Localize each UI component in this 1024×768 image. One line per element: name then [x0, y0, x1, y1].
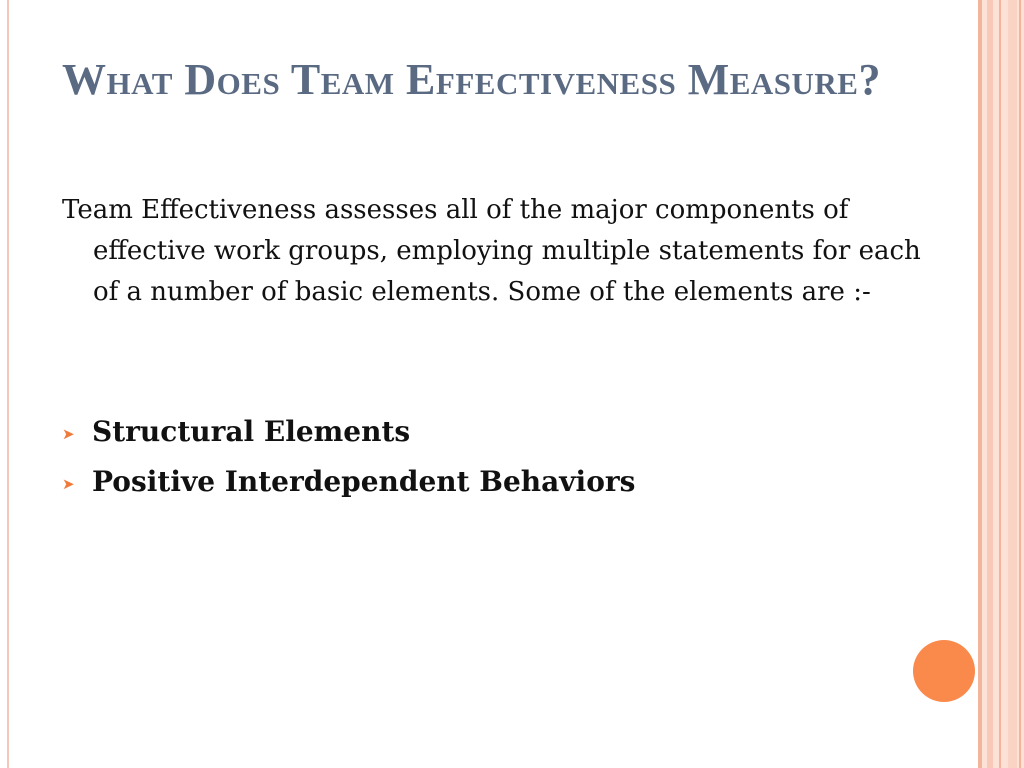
right-decorative-stripe [987, 0, 993, 768]
bullet-item-positive-interdependent-behaviors [62, 456, 922, 506]
right-decorative-stripe [978, 0, 982, 768]
bullet-list [62, 406, 922, 506]
right-decorative-panel [978, 0, 1024, 768]
bullet-label: Structural Elements [92, 414, 411, 448]
bullet-label: Positive Interdependent Behaviors [92, 464, 636, 498]
right-decorative-stripe [1019, 0, 1021, 768]
slide-title: What Does Team Effectiveness Measure? [62, 55, 881, 104]
chevron-right-arrow-icon: ➤ [62, 425, 75, 443]
chevron-right-arrow-icon: ➤ [62, 475, 75, 493]
bullet-item-structural-elements [62, 406, 922, 456]
left-border-line [7, 0, 9, 768]
slide-body-text: Team Effectiveness assesses all of the major components of effective work groups, employing multiple statements for each of a number of basic elements. Some of the elements are :- [62, 195, 921, 307]
right-decorative-stripe [999, 0, 1001, 768]
right-decorative-stripe [1008, 0, 1017, 768]
orange-circle-accent [913, 640, 975, 702]
